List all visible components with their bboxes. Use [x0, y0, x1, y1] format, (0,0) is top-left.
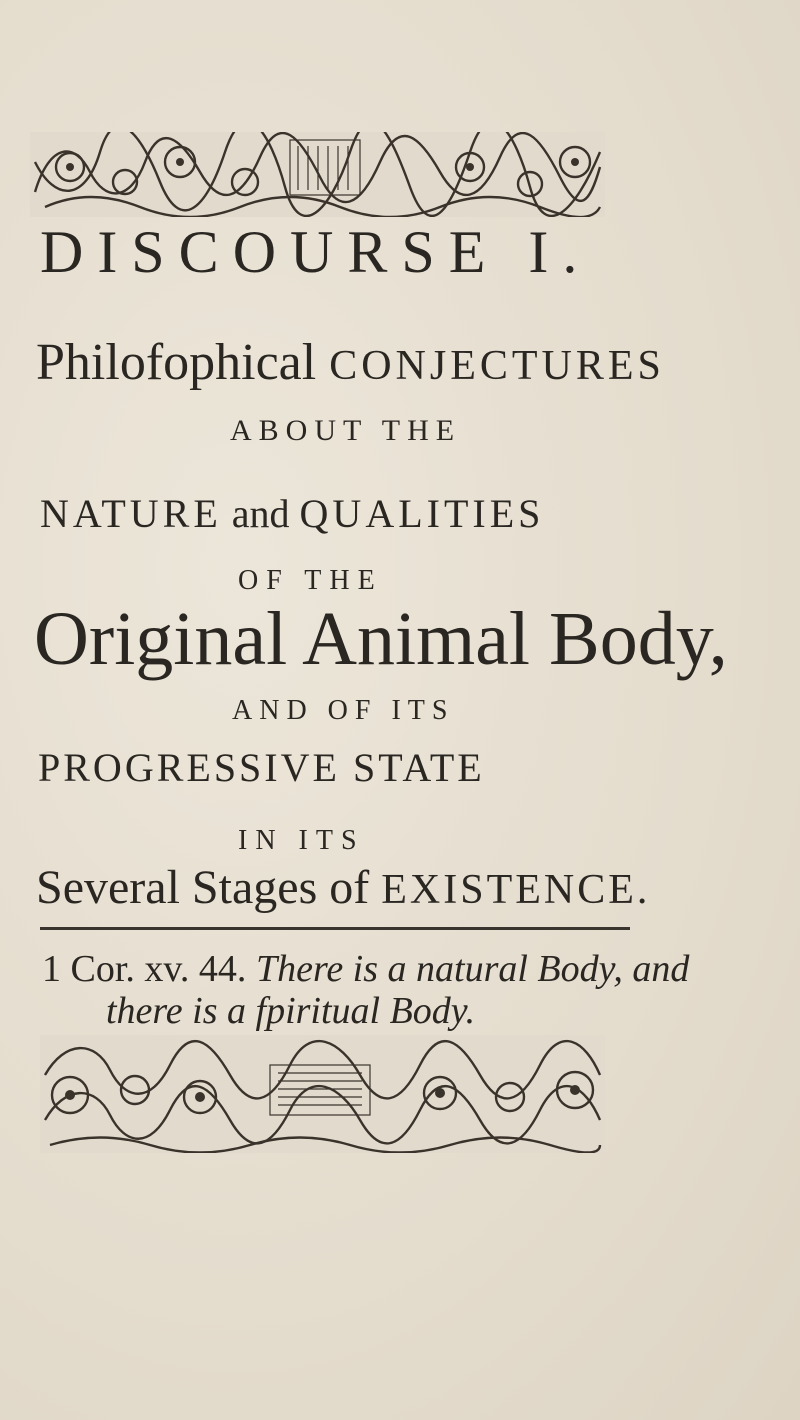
title-word-existence: EXISTENCE. [381, 867, 651, 913]
title-line-about-the: ABOUT THE [230, 414, 462, 447]
tailpiece-ornament [40, 1035, 605, 1153]
horizontal-rule [40, 927, 630, 930]
title-word-nature: NATURE [40, 491, 222, 536]
epigraph-line-1: There is a natural Body, and [255, 948, 690, 990]
headpiece-ornament [30, 132, 605, 217]
title-word-qualities: QUALITIES [299, 491, 545, 536]
title-words-several-stages-of: Several Stages of [36, 861, 370, 914]
title-word-and: and [231, 491, 290, 536]
title-line-original-animal-body: Original Animal Body, [34, 597, 728, 681]
title-line-in-its: IN ITS [238, 825, 365, 856]
title-line-conjectures [36, 333, 736, 392]
title-word-philofophical: Philofophical [36, 334, 317, 391]
title-line-progressive-state: PROGRESSIVE STATE [38, 745, 485, 790]
title-line-of-the: OF THE [238, 565, 383, 596]
epigraph-reference: 1 Cor. xv. 44. [42, 948, 247, 990]
epigraph [42, 948, 742, 1032]
epigraph-line-2: there is a fpiritual Body. [106, 990, 476, 1032]
title-word-conjectures: CONJECTURES [329, 343, 665, 389]
title-line-nature [40, 490, 740, 537]
discourse-heading: DISCOURSE I. [40, 219, 592, 285]
title-line-several-stages [36, 860, 756, 915]
title-line-and-of-its: AND OF ITS [232, 695, 455, 726]
